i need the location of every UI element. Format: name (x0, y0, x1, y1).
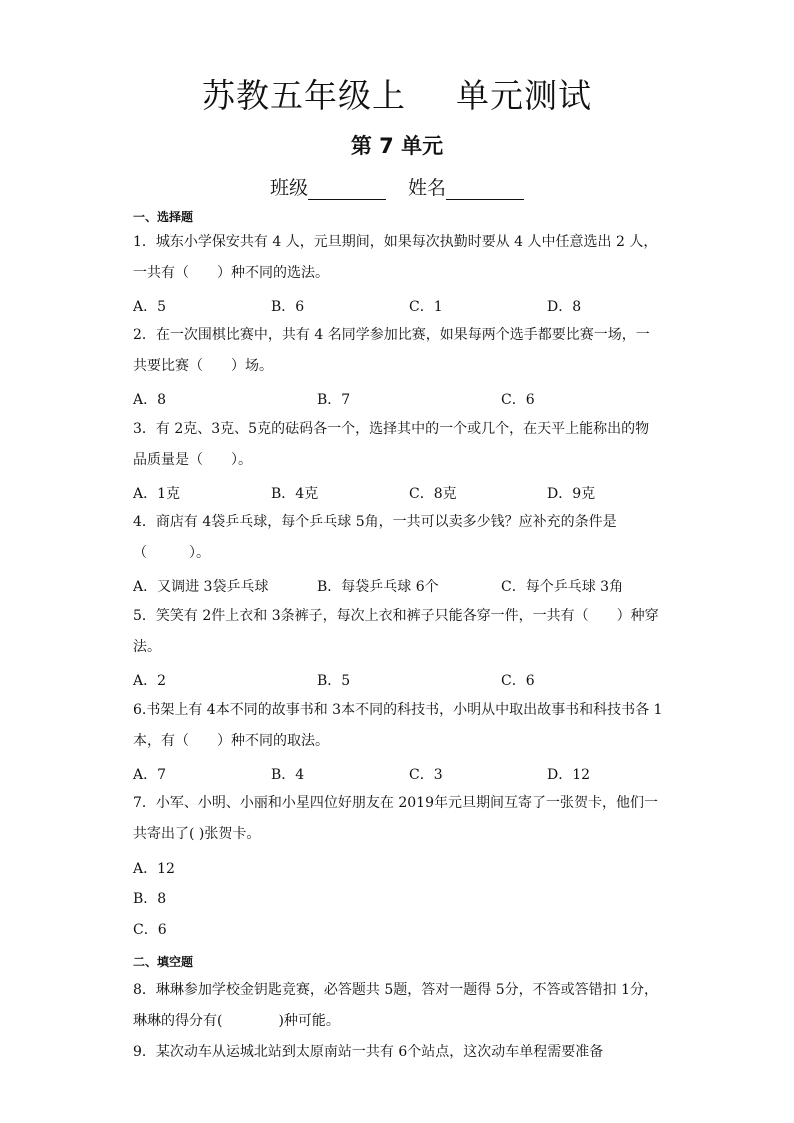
title-test: 单元测试 (456, 76, 592, 115)
option-b[interactable]: B．4 (271, 767, 305, 783)
question-6-options (133, 764, 673, 784)
section-fill: 二、填空题 (133, 955, 194, 969)
option-c[interactable]: C．6 (133, 922, 167, 938)
option-b[interactable]: B．5 (317, 673, 351, 689)
option-d[interactable]: D．9克 (547, 486, 596, 502)
section-choice: 一、选择题 (133, 210, 194, 224)
option-a[interactable]: A．1克 (133, 486, 181, 502)
option-a[interactable]: A．8 (133, 392, 167, 408)
option-a[interactable]: A．12 (133, 861, 175, 877)
option-a[interactable]: A．2 (133, 673, 167, 689)
question-5: 5．笑笑有 2件上衣和 3条裤子，每次上衣和裤子只能各穿一件，一共有（ ）种穿法。 (133, 608, 659, 655)
page-title (0, 70, 794, 117)
option-a[interactable]: A．5 (133, 299, 167, 315)
question-2-options (133, 389, 673, 409)
option-a[interactable]: A．又调进 3袋乒乓球 (133, 579, 269, 595)
question-4-options (133, 576, 673, 596)
unit-title: 第 7 单元 (350, 134, 444, 158)
question-8: 8．琳琳参加学校金钥匙竞赛，必答题共 5题，答对一题得 5分，不答或答错扣 1分，琳琳的得分有( )种可能。 (133, 982, 658, 1029)
option-b[interactable]: B．7 (317, 392, 351, 408)
title-grade: 苏教五年级上 (202, 76, 406, 115)
question-5-options (133, 670, 673, 690)
question-3: 3．有 2克、3克、5克的砝码各一个，选择其中的一个或几个，在天平上能称出的物品质量是（ ）。 (133, 421, 650, 468)
option-c[interactable]: C．每个乒乓球 3角 (501, 579, 624, 595)
option-a[interactable]: A．7 (133, 767, 167, 783)
option-c[interactable]: C．6 (501, 392, 535, 408)
option-b[interactable]: B．6 (271, 299, 305, 315)
option-c[interactable]: C．8克 (409, 486, 457, 502)
name-blank[interactable] (446, 179, 524, 200)
class-blank[interactable] (308, 179, 386, 200)
option-b[interactable]: B．4克 (271, 486, 319, 502)
option-b[interactable]: B．8 (133, 891, 167, 907)
question-6: 6.书架上有 4本不同的故事书和 3本不同的科技书，小明从中取出故事书和科技书各 1本，有（ ）种不同的取法。 (133, 702, 663, 749)
question-4: 4．商店有 4袋乒乓球，每个乒乓球 5角，一共可以卖多少钱？应补充的条件是（ ）。 (133, 514, 617, 561)
option-d[interactable]: D．12 (547, 767, 591, 783)
question-7: 7．小军、小明、小丽和小星四位好朋友在 2019年元旦期间互寄了一张贺卡，他们一共寄出了( )张贺卡。 (133, 795, 658, 842)
question-1-options (133, 296, 673, 316)
question-1: 1．城东小学保安共有 4 人，元旦期间，如果每次执勤时要从 4 人中任意选出 2 人，一共有（ ）种不同的选法。 (133, 234, 658, 281)
question-7-option-a-row (133, 858, 673, 878)
option-d[interactable]: D．8 (547, 299, 582, 315)
question-3-options (133, 483, 673, 503)
question-7-option-c-row (133, 919, 673, 939)
option-c[interactable]: C．3 (409, 767, 443, 783)
option-c[interactable]: C．6 (501, 673, 535, 689)
option-c[interactable]: C．1 (409, 299, 443, 315)
question-9: 9．某次动车从运城北站到太原南站一共有 6个站点，这次动车单程需要准备 (133, 1044, 604, 1060)
class-label: 班级 (269, 177, 308, 199)
name-label: 姓名 (408, 177, 447, 199)
question-7-option-b-row (133, 888, 673, 908)
option-b[interactable]: B．每袋乒乓球 6个 (317, 579, 439, 595)
student-info-line (0, 173, 794, 200)
question-2: 2．在一次围棋比赛中，共有 4 名同学参加比赛，如果每两个选手都要比赛一场，一共要比赛（ ）场。 (133, 327, 650, 374)
